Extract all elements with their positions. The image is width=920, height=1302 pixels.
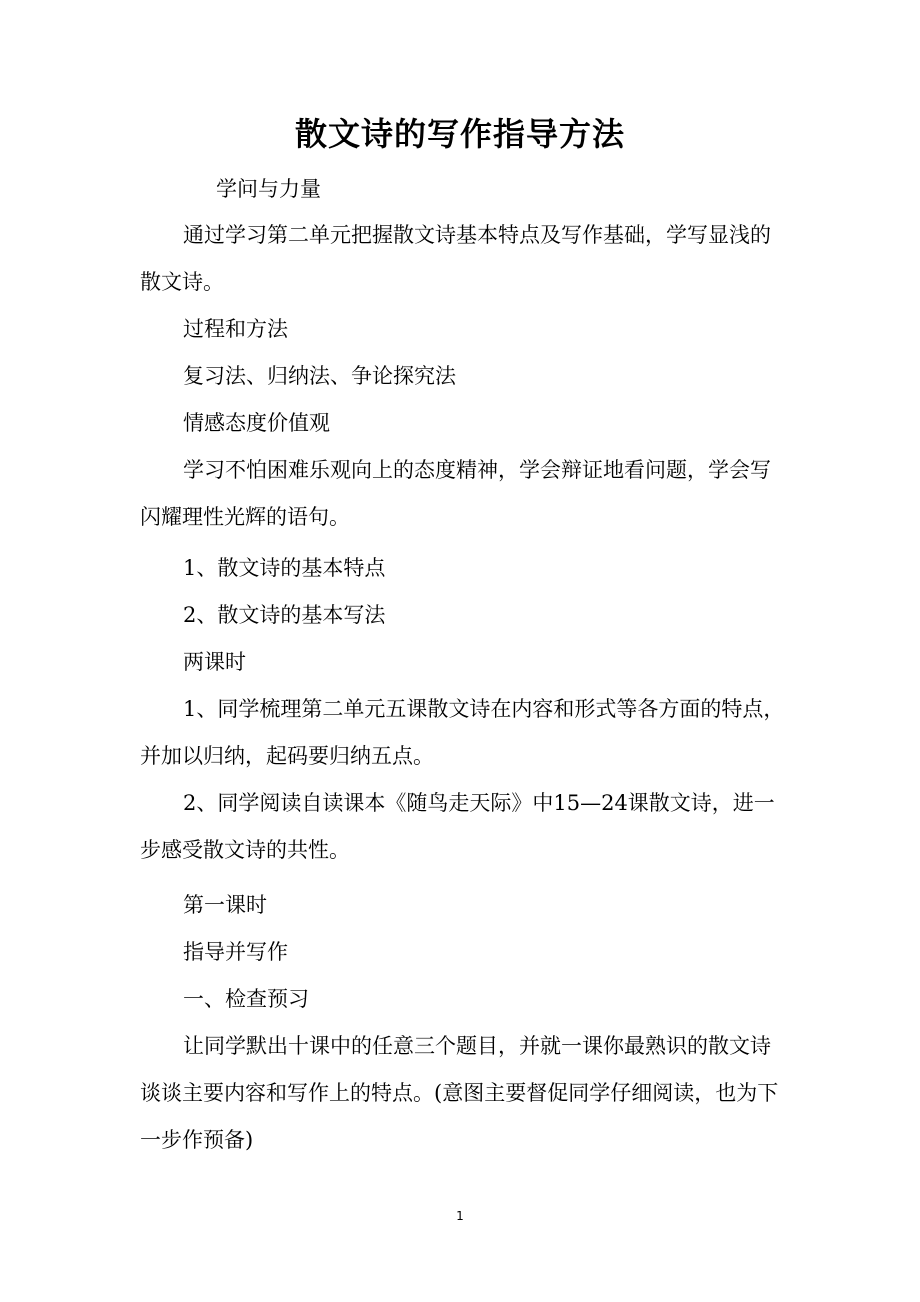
paragraph-prep-1: 1、同学梳理第二单元五课散文诗在内容和形式等各方面的特点，并加以归纳，起码要归纳五点。 [140, 697, 785, 768]
paragraph-process-method: 过程和方法 [183, 317, 288, 341]
paragraph-guide-writing: 指导并写作 [183, 940, 288, 964]
paragraph-class-hours: 两课时 [183, 650, 246, 674]
paragraph-knowledge-ability: 学问与力量 [216, 177, 321, 201]
paragraph-emotion-values: 情感态度价值观 [183, 411, 330, 435]
paragraph-methods-list: 复习法、归纳法、争论探究法 [183, 364, 456, 388]
paragraph-first-lesson: 第一课时 [183, 893, 267, 917]
paragraph-attitude-goal: 学习不怕困难乐观向上的态度精神，学会辩证地看问题，学会写闪耀理性光辉的语句。 [140, 458, 771, 529]
paragraph-section-check: 一、检查预习 [183, 987, 309, 1011]
paragraph-prep-2: 2、同学阅读自读课本《随鸟走天际》中15—24课散文诗，进一步感受散文诗的共性。 [140, 791, 775, 862]
paragraph-point-2: 2、散文诗的基本写法 [183, 603, 386, 627]
paragraph-learning-goal: 通过学习第二单元把握散文诗基本特点及写作基础，学写显浅的散文诗。 [140, 223, 771, 294]
document-title: 散文诗的写作指导方法 [294, 115, 625, 153]
page-number: 1 [456, 1209, 464, 1223]
paragraph-check-activity: 让同学默出十课中的任意三个题目，并就一课你最熟识的散文诗谈谈主要内容和写作上的特点。(意图主要督促同学仔细阅读，也为下一步作预备) [140, 1034, 779, 1152]
paragraph-point-1: 1、散文诗的基本特点 [183, 556, 386, 580]
